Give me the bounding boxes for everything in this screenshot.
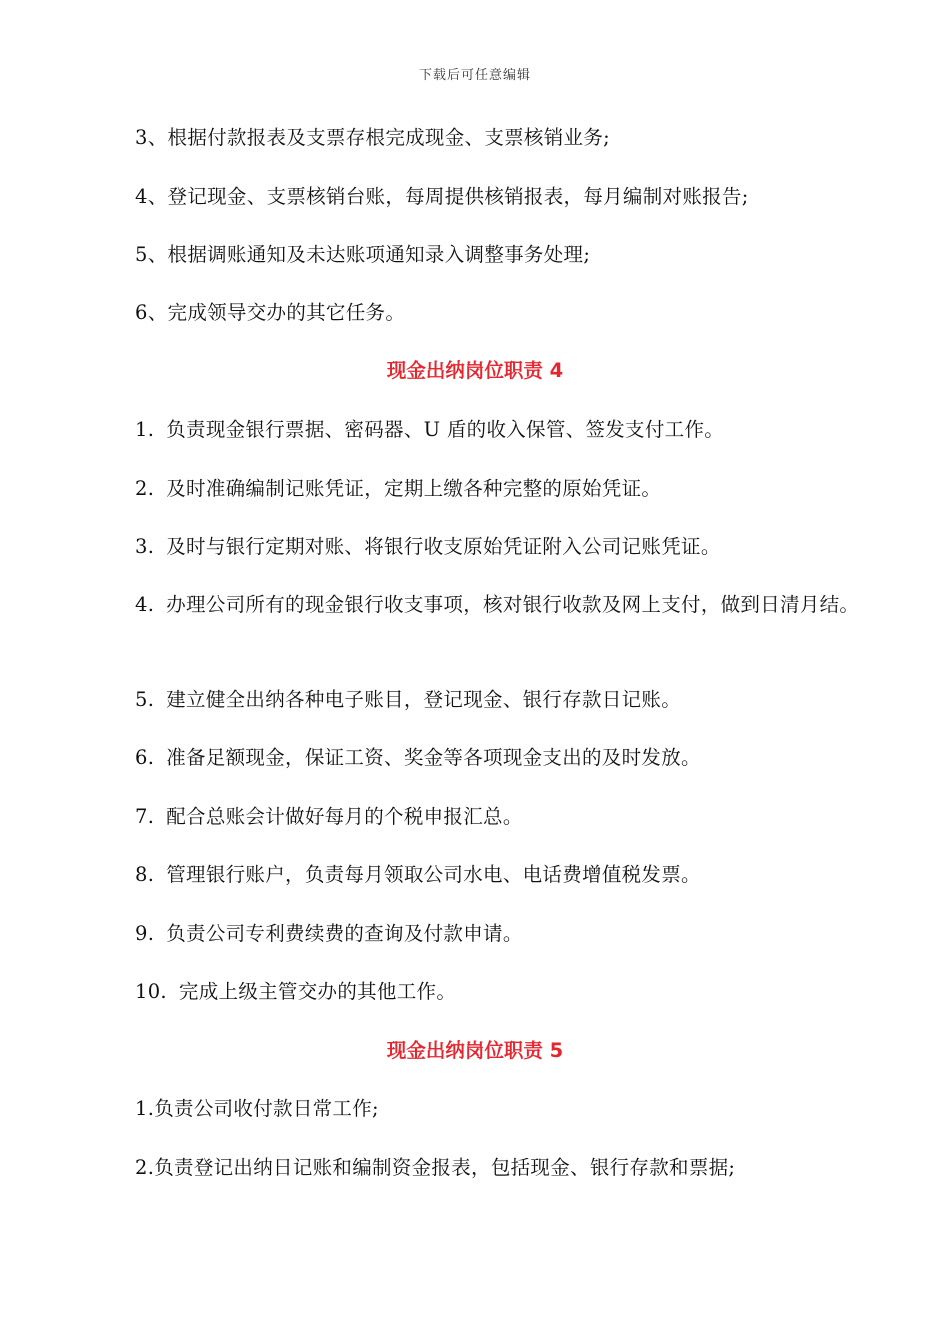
list-item bbox=[135, 534, 721, 560]
list-item bbox=[135, 417, 724, 443]
page-header-note: 下载后可任意编辑 bbox=[418, 68, 531, 83]
list-item bbox=[135, 862, 701, 888]
item-number: 5、 bbox=[135, 243, 168, 266]
item-number: 2. bbox=[135, 1156, 155, 1179]
item-number: 8. bbox=[135, 863, 155, 886]
item-number: 1. bbox=[135, 418, 155, 441]
item-text: 及时准确编制记账凭证，定期上缴各种完整的原始凭证。 bbox=[166, 477, 662, 500]
list-item bbox=[135, 1155, 735, 1181]
list-item bbox=[135, 476, 661, 502]
list-item bbox=[135, 300, 405, 326]
list-item bbox=[135, 687, 681, 713]
item-text: 建立健全出纳各种电子账目，登记现金、银行存款日记账。 bbox=[166, 688, 682, 711]
item-number: 2. bbox=[135, 477, 155, 500]
item-text: 根据付款报表及支票存根完成现金、支票核销业务; bbox=[167, 126, 610, 149]
item-number: 4、 bbox=[135, 185, 168, 208]
list-item bbox=[135, 1096, 379, 1122]
list-item bbox=[135, 242, 590, 268]
item-number: 6. bbox=[135, 746, 155, 769]
item-text: 负责登记出纳日记账和编制资金报表，包括现金、银行存款和票据; bbox=[154, 1156, 736, 1179]
item-text: 管理银行账户，负责每月领取公司水电、电话费增值税发票。 bbox=[166, 863, 701, 886]
item-text: 完成领导交办的其它任务。 bbox=[167, 301, 406, 324]
item-number: 7. bbox=[135, 805, 155, 828]
item-text: 负责公司专利费续费的查询及付款申请。 bbox=[166, 922, 523, 945]
section-title-4: 现金出纳岗位职责 4 bbox=[386, 359, 564, 382]
list-item bbox=[135, 804, 523, 830]
item-text: 完成上级主管交办的其他工作。 bbox=[178, 980, 457, 1003]
list-item bbox=[135, 979, 456, 1005]
item-text: 办理公司所有的现金银行收支事项，核对银行收款及网上支付，做到日清月结。 bbox=[166, 593, 860, 616]
item-text: 负责公司收付款日常工作; bbox=[154, 1097, 379, 1120]
item-text: 根据调账通知及未达账项通知录入调整事务处理; bbox=[167, 243, 591, 266]
list-item bbox=[135, 184, 749, 210]
list-item bbox=[88, 586, 866, 624]
item-number: 3、 bbox=[135, 126, 168, 149]
item-text: 准备足额现金，保证工资、奖金等各项现金支出的及时发放。 bbox=[166, 746, 701, 769]
list-item bbox=[135, 921, 523, 947]
section-title-5: 现金出纳岗位职责 5 bbox=[386, 1039, 564, 1062]
item-number: 10. bbox=[135, 980, 167, 1003]
item-number: 1. bbox=[135, 1097, 155, 1120]
item-number: 5. bbox=[135, 688, 155, 711]
list-item bbox=[135, 125, 610, 151]
item-number: 3. bbox=[135, 535, 155, 558]
item-number: 9. bbox=[135, 922, 155, 945]
item-number: 4. bbox=[135, 593, 155, 616]
item-text: 负责现金银行票据、密码器、U 盾的收入保管、签发支付工作。 bbox=[166, 418, 725, 441]
item-text: 登记现金、支票核销台账，每周提供核销报表，每月编制对账报告; bbox=[167, 185, 749, 208]
item-text: 及时与银行定期对账、将银行收支原始凭证附入公司记账凭证。 bbox=[166, 535, 721, 558]
item-text: 配合总账会计做好每月的个税申报汇总。 bbox=[166, 805, 523, 828]
list-item bbox=[135, 745, 701, 771]
item-number: 6、 bbox=[135, 301, 168, 324]
